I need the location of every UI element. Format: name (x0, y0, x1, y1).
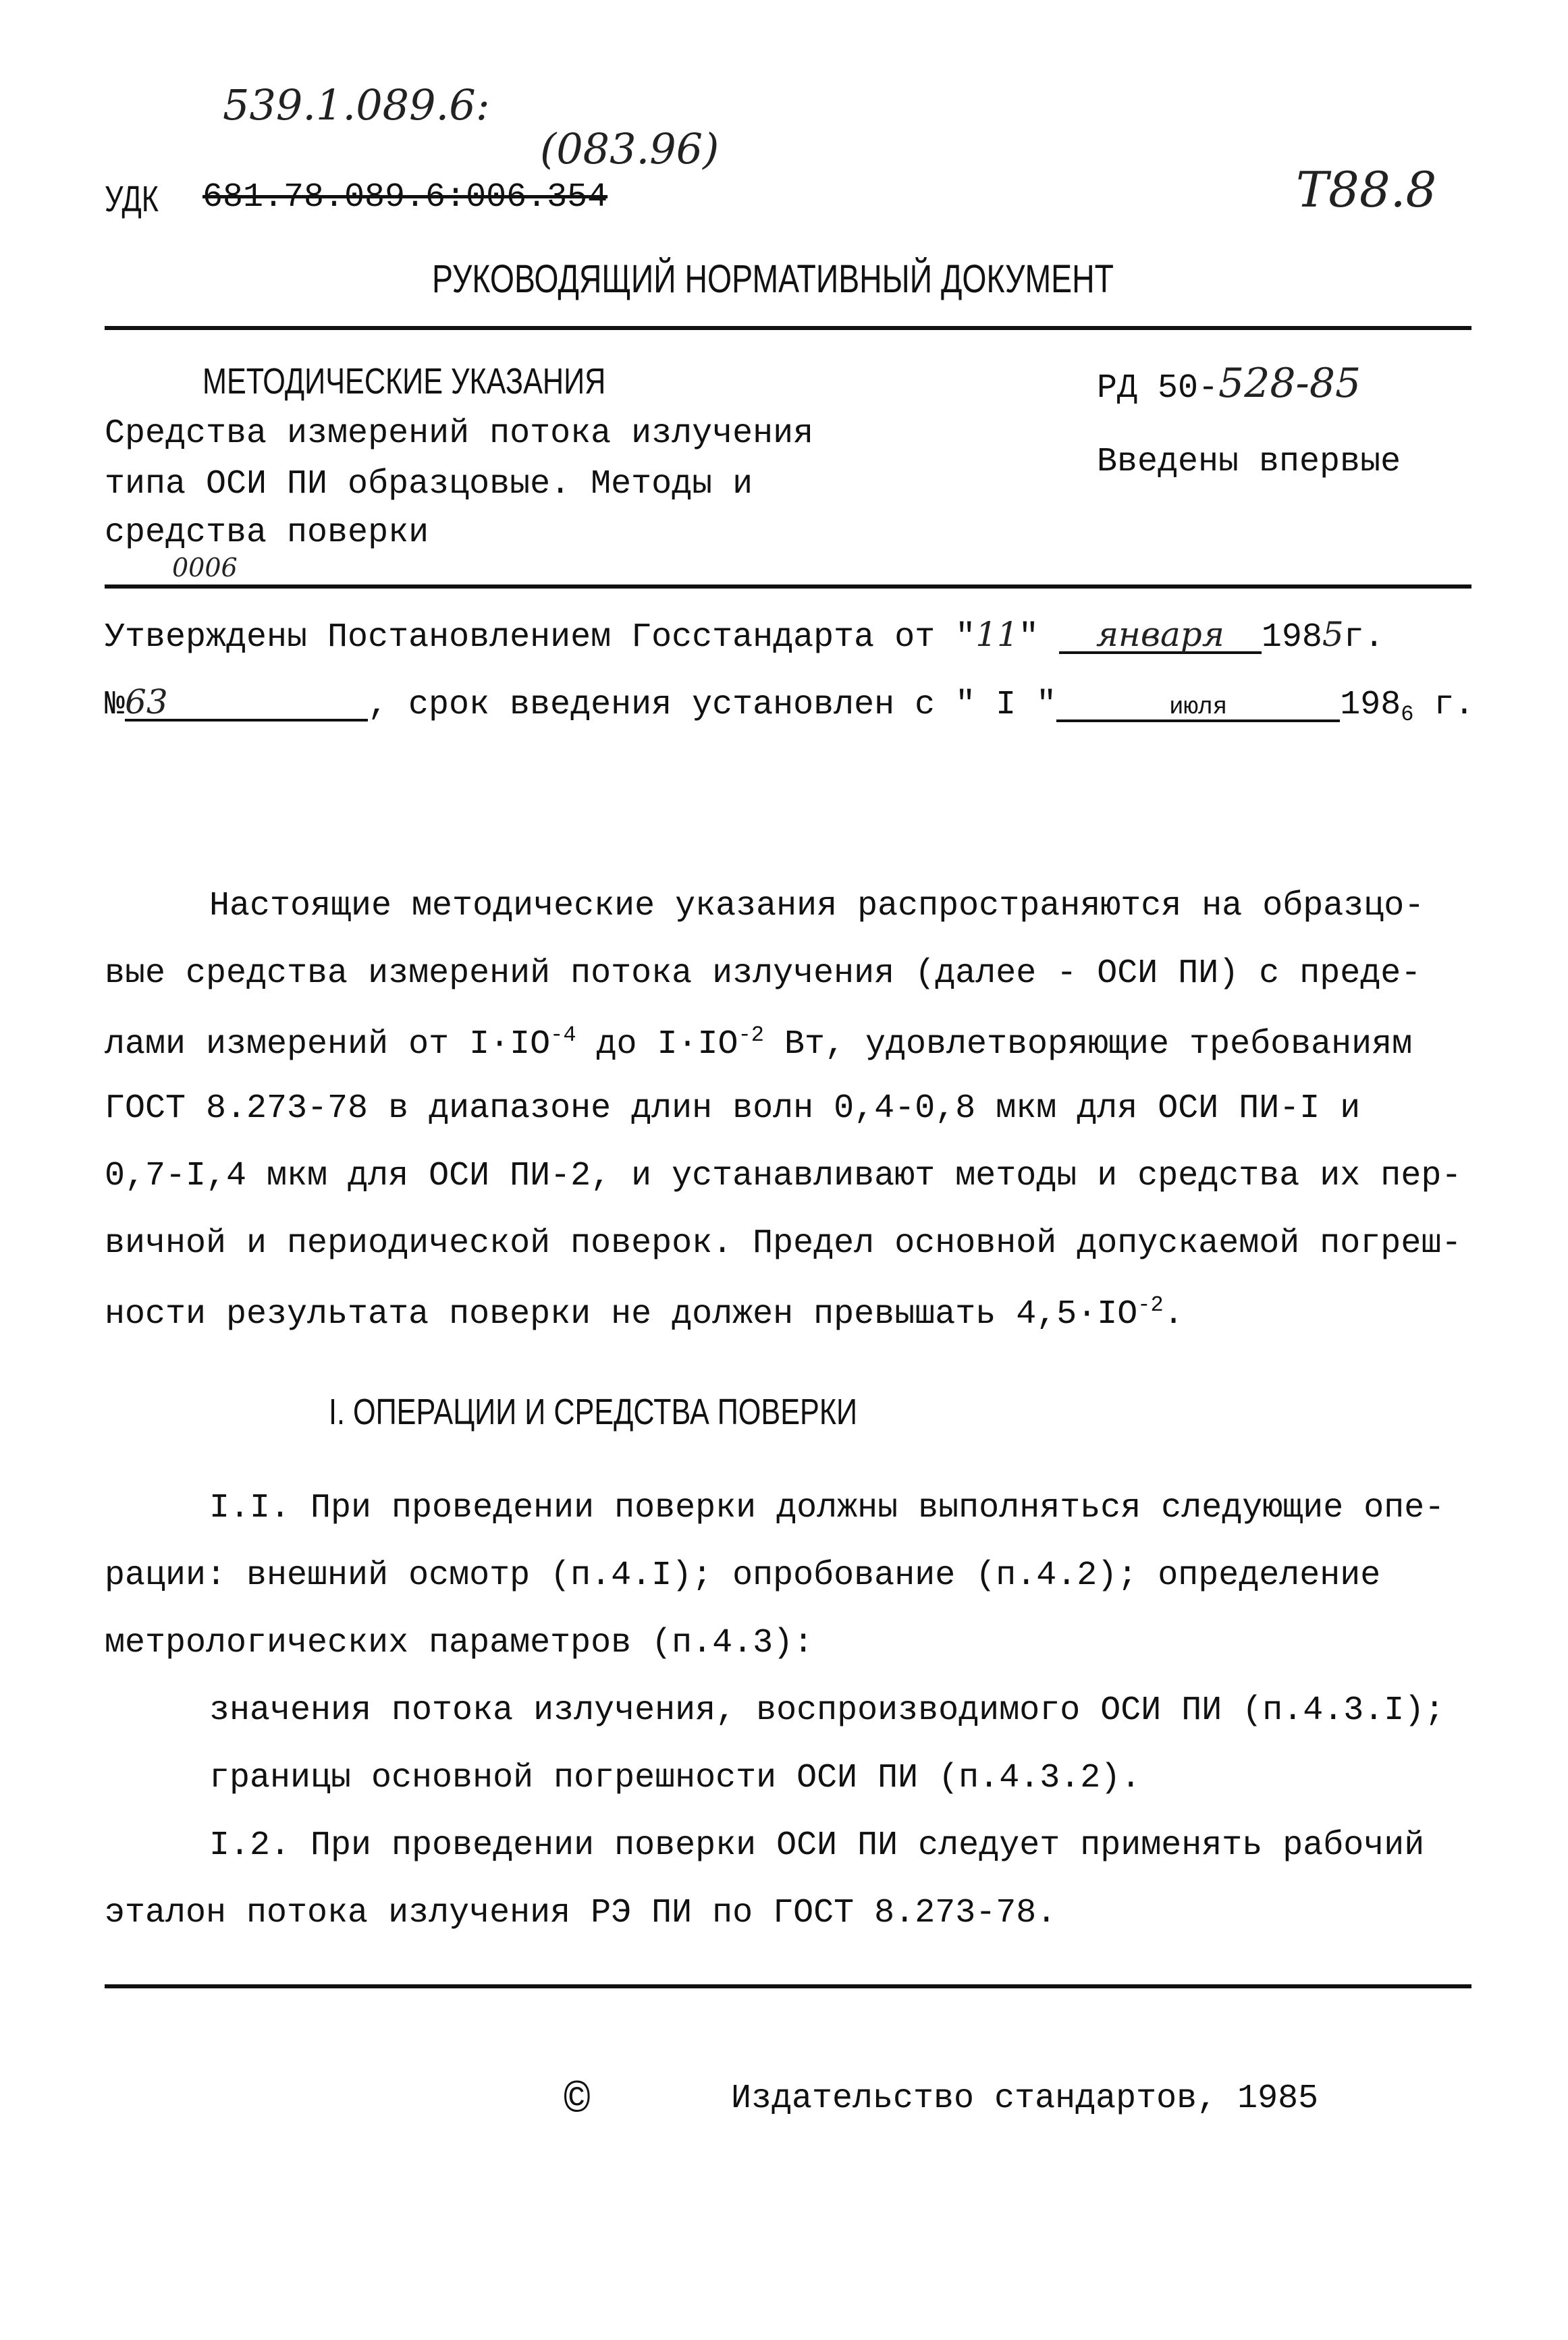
section-line: границы основной погрешности ОСИ ПИ (п.4.3.2). (209, 1759, 1141, 1797)
approval-number-line: №63 , срок введения установлен с " I " июля $198_6$ г. (105, 682, 1475, 727)
section-line: I.I. При проведении поверки должны выполняться следующие опе- (209, 1489, 1445, 1527)
intro-line: ГОСТ 8.273-78 в диапазоне длин волн 0,4-0,8 мкм для ОСИ ПИ-I и (105, 1089, 1361, 1128)
publisher: Издательство стандартов, 1985 (731, 2079, 1319, 2118)
section-line: эталон потока излучения РЭ ПИ по ГОСТ 8.273-78. (105, 1894, 1057, 1932)
udk-label: УДК (105, 179, 159, 219)
handwritten-code: Т88.8 (1296, 161, 1437, 218)
divider (105, 584, 1471, 589)
intro-line: лами измерений от $I\cdot IO^{-4}$ до $I\cdot IO^{-2}$ Вт, удовлетворяющие требованиям (105, 1023, 1413, 1064)
approval-line: Утверждены Постановлением Госстандарта от "11" января 1985г. (105, 615, 1384, 657)
divider (105, 326, 1471, 330)
section-heading: I. ОПЕРАЦИИ И СРЕДСТВА ПОВЕРКИ (329, 1392, 858, 1432)
section-line: значения потока излучения, воспроизводимого ОСИ ПИ (п.4.3.I); (209, 1691, 1445, 1730)
udk-crossed: 681.78.089.6:006.354 (202, 178, 608, 217)
title-heading: МЕТОДИЧЕСКИЕ УКАЗАНИЯ (202, 361, 606, 402)
rd-prefix: РД 50- (1097, 369, 1219, 408)
section-line: рации: внешний осмотр (п.4.I); опробование (п.4.2); определение (105, 1556, 1381, 1595)
intro-line: Настоящие методические указания распространяются на образцо- (209, 887, 1425, 925)
copyright-icon: © (564, 2075, 591, 2126)
intro-line: вые средства измерений потока излучения (далее - ОСИ ПИ) с преде- (105, 954, 1422, 993)
section-line: I.2. При проведении поверки ОСИ ПИ следует применять рабочий (209, 1826, 1425, 1865)
title-line: Средства измерений потока излучения (105, 414, 814, 453)
handwritten-udc: 539.1.089.6: (223, 80, 490, 130)
intro-line: 0,7-I,4 мкм для ОСИ ПИ-2, и устанавливают методы и средства их пер- (105, 1157, 1462, 1195)
handwritten-udc-suffix: (083.96) (540, 124, 720, 173)
intro-line: ности результата поверки не должен превышать $4,5\cdot IO^{-2}$. (105, 1293, 1184, 1334)
handwritten-number: 0006 (172, 553, 238, 582)
document-type: РУКОВОДЯЩИЙ НОРМАТИВНЫЙ ДОКУМЕНТ (432, 257, 1114, 301)
rd-number (1097, 360, 1361, 408)
section-line: метрологических параметров (п.4.3): (105, 1624, 814, 1662)
rd-handwritten: 528-85 (1218, 360, 1361, 407)
title-line: типа ОСИ ПИ образцовые. Методы и (105, 465, 753, 504)
introduced-note: Введены впервые (1097, 443, 1401, 481)
title-line: средства поверки (105, 514, 429, 552)
intro-line: вичной и периодической поверок. Предел основной допускаемой погреш- (105, 1224, 1462, 1263)
divider (105, 1984, 1471, 1988)
